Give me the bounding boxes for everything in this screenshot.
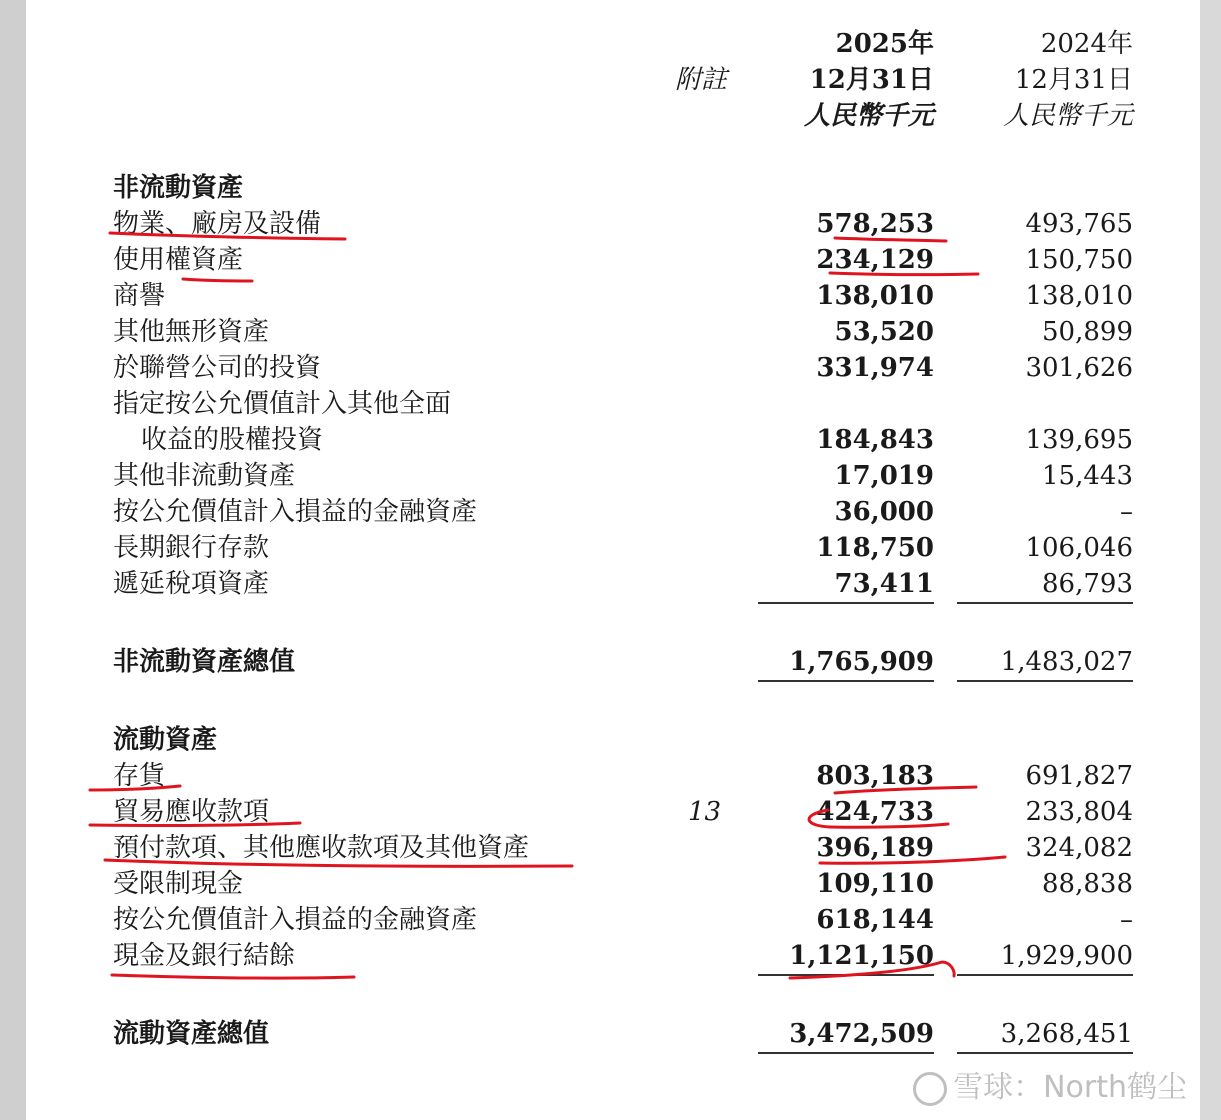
row-value-2024: 150,750 — [1025, 245, 1133, 275]
row-value-2025: 331,974 — [816, 353, 934, 383]
subtotal-rule — [957, 602, 1133, 604]
row-value-2025: 803,183 — [816, 761, 934, 791]
row-value-2024: 493,765 — [1025, 209, 1133, 239]
row-label: 現金及銀行結餘 — [113, 941, 296, 971]
header-2024-unit: 人民幣千元 — [1002, 101, 1133, 131]
row-value-2024: 691,827 — [1025, 761, 1133, 791]
row-value-2024: 1,929,900 — [1000, 941, 1133, 971]
row-label: 按公允價值計入損益的金融資產 — [113, 497, 478, 527]
row-value-2025: 424,733 — [816, 797, 934, 827]
non-current-total-2025: 1,765,909 — [789, 647, 934, 677]
row-value-2024: 233,804 — [1025, 797, 1133, 827]
row-value-2024: 86,793 — [1042, 569, 1133, 599]
row-value-2025: 73,411 — [834, 569, 934, 599]
row-label-continued: 收益的股權投資 — [141, 425, 324, 455]
row-value-2024: – — [1120, 905, 1133, 935]
row-value-2025: 234,129 — [816, 245, 934, 275]
current-total-2025: 3,472,509 — [789, 1019, 934, 1049]
row-label: 物業、廠房及設備 — [113, 209, 322, 239]
row-value-2025: 1,121,150 — [789, 941, 934, 971]
row-value-2025: 618,144 — [816, 905, 934, 935]
non-current-heading: 非流動資產 — [113, 173, 244, 203]
row-label: 使用權資產 — [113, 245, 244, 275]
current-total-2024: 3,268,451 — [1000, 1019, 1133, 1049]
row-value-2024: 50,899 — [1042, 317, 1133, 347]
non-current-total-2024: 1,483,027 — [1000, 647, 1133, 677]
row-value-2025: 53,520 — [834, 317, 934, 347]
row-label: 於聯營公司的投資 — [113, 353, 322, 383]
total-rule — [957, 1052, 1133, 1054]
row-value-2025: 118,750 — [816, 533, 934, 563]
current-total-label: 流動資產總值 — [113, 1019, 270, 1049]
row-value-2024: – — [1120, 497, 1133, 527]
header-note-label: 附註 — [675, 65, 728, 95]
row-value-2025: 184,843 — [816, 425, 934, 455]
row-label: 指定按公允價值計入其他全面 — [113, 389, 452, 419]
total-rule — [758, 1052, 934, 1054]
row-note: 13 — [688, 797, 722, 827]
subtotal-rule — [957, 974, 1133, 976]
row-value-2025: 36,000 — [834, 497, 934, 527]
row-label: 按公允價值計入損益的金融資產 — [113, 905, 478, 935]
total-rule — [758, 680, 934, 682]
row-label: 其他無形資產 — [113, 317, 270, 347]
row-label: 受限制現金 — [113, 869, 244, 899]
row-value-2025: 138,010 — [816, 281, 934, 311]
header-2024-year: 2024年 — [1040, 29, 1133, 59]
header-2024-date: 12月31日 — [1014, 65, 1133, 95]
row-value-2025: 396,189 — [816, 833, 934, 863]
row-label: 存貨 — [113, 761, 166, 791]
row-value-2024: 301,626 — [1025, 353, 1133, 383]
row-value-2025: 109,110 — [816, 869, 934, 899]
subtotal-rule — [758, 974, 934, 976]
snowball-logo-icon — [913, 1072, 947, 1106]
watermark — [913, 1062, 1187, 1106]
header-2025-date: 12月31日 — [809, 65, 934, 95]
row-value-2024: 138,010 — [1025, 281, 1133, 311]
row-value-2024: 324,082 — [1025, 833, 1133, 863]
row-label: 貿易應收款項 — [113, 797, 270, 827]
watermark-text: 雪球：North鹤尘 — [953, 1070, 1187, 1105]
total-rule — [957, 680, 1133, 682]
row-value-2025: 17,019 — [834, 461, 934, 491]
header-2025-year: 2025年 — [835, 29, 934, 59]
row-label: 預付款項、其他應收款項及其他資產 — [113, 833, 530, 863]
header-2025-unit: 人民幣千元 — [803, 101, 934, 131]
non-current-total-label: 非流動資產總值 — [113, 647, 296, 677]
row-value-2024: 139,695 — [1025, 425, 1133, 455]
row-value-2024: 88,838 — [1042, 869, 1133, 899]
row-label: 長期銀行存款 — [113, 533, 270, 563]
row-value-2024: 15,443 — [1042, 461, 1133, 491]
row-label: 其他非流動資產 — [113, 461, 296, 491]
subtotal-rule — [758, 602, 934, 604]
row-label: 商譽 — [113, 281, 166, 311]
row-value-2024: 106,046 — [1025, 533, 1133, 563]
row-value-2025: 578,253 — [816, 209, 934, 239]
row-label: 遞延稅項資產 — [113, 569, 270, 599]
right-margin-strip — [1200, 0, 1221, 1120]
current-heading: 流動資產 — [113, 725, 218, 755]
